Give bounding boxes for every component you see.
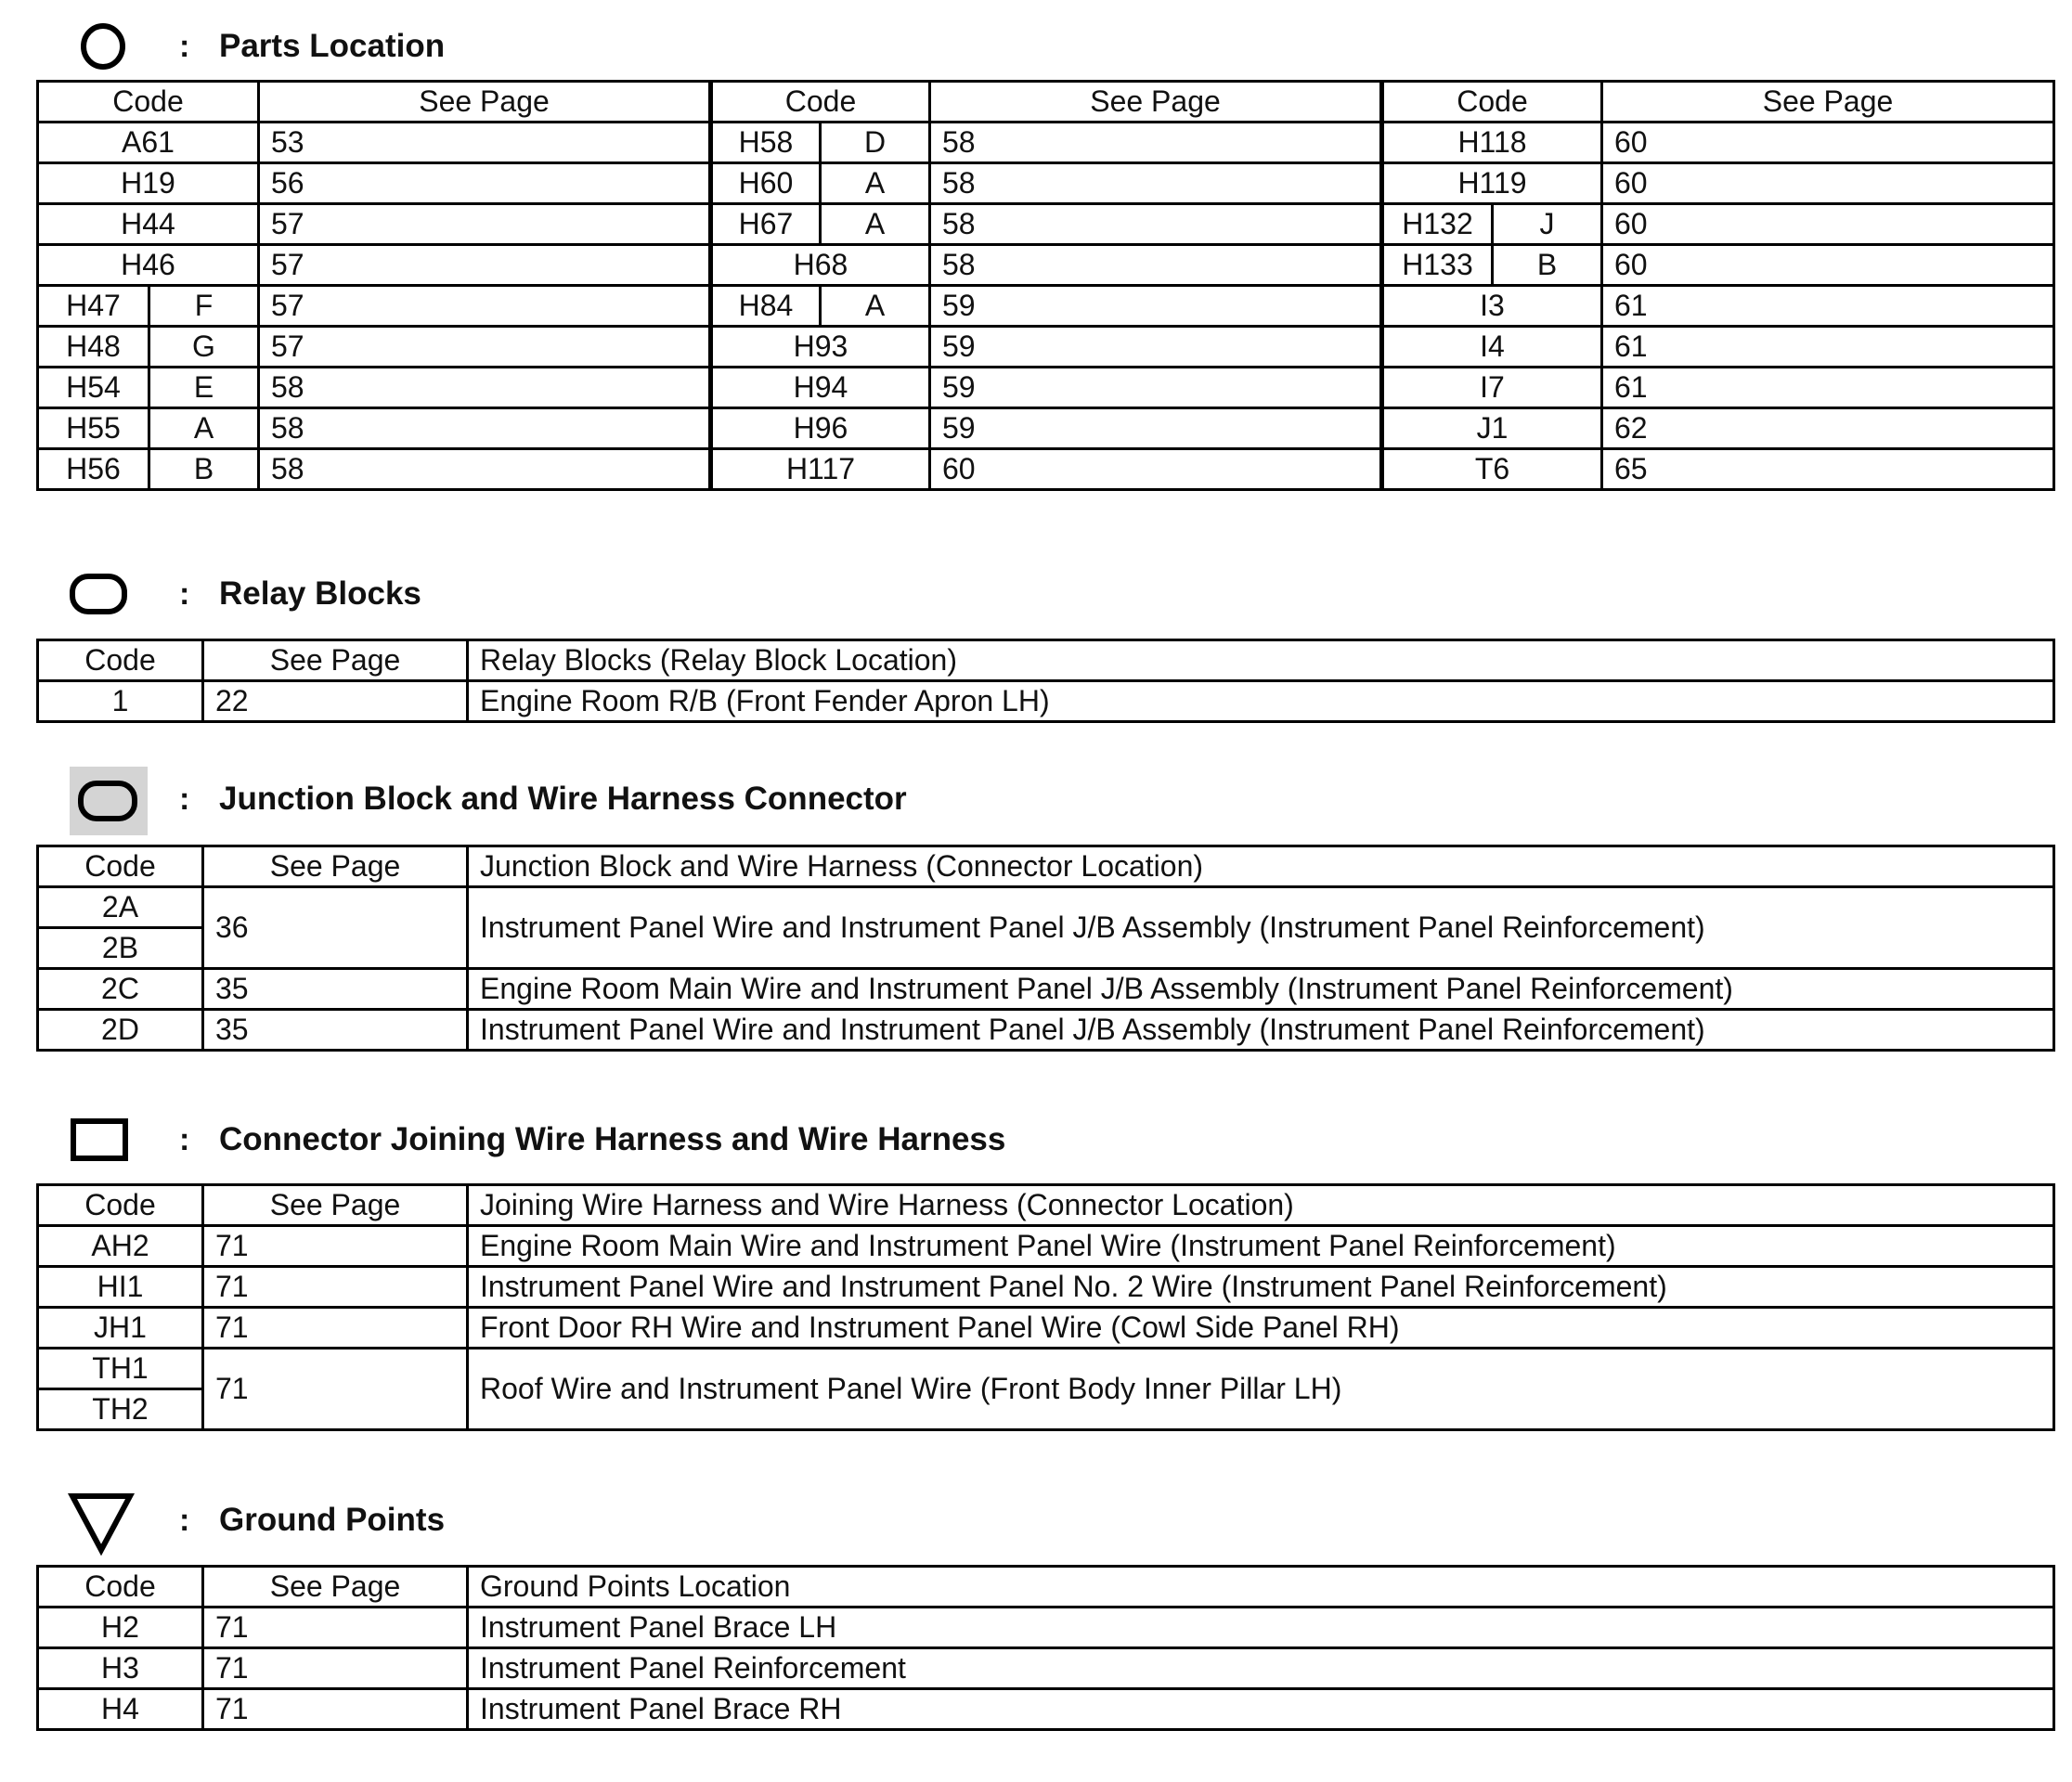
part-code: H44: [38, 204, 259, 245]
part-see-page: 58: [259, 449, 711, 490]
part-see-page: 60: [930, 449, 1382, 490]
part-see-page: 56: [259, 163, 711, 204]
row-description: Engine Room Main Wire and Instrument Panel Wire (Instrument Panel Reinforcement): [468, 1226, 2054, 1267]
section-title: Relay Blocks: [219, 575, 421, 612]
part-code: I4: [1382, 327, 1602, 368]
part-letter: A: [821, 204, 930, 245]
connector-joining-header: [0, 1107, 2072, 1172]
header-code: Code: [38, 640, 203, 681]
rounded-rect-icon: [67, 562, 132, 626]
part-letter: F: [149, 286, 259, 327]
connector-joining-table: [36, 1183, 2055, 1431]
row-see-page: 71: [203, 1608, 468, 1648]
section-title: Connector Joining Wire Harness and Wire Harness: [219, 1121, 1006, 1157]
table-header-row: [38, 846, 2054, 887]
junction-block-table: [36, 845, 2055, 1052]
table-row: [38, 1226, 2054, 1267]
table-row: [38, 1010, 2054, 1051]
part-see-page: 61: [1602, 286, 2054, 327]
table-row: [38, 1648, 2054, 1689]
section-colon: :: [179, 1503, 190, 1538]
part-code: J1: [1382, 408, 1602, 449]
part-see-page: 60: [1602, 204, 2054, 245]
triangle-icon: [67, 1488, 141, 1556]
part-code: H58: [711, 123, 821, 163]
part-letter: J: [1493, 204, 1602, 245]
ground-points-table: [36, 1565, 2055, 1731]
part-see-page: 61: [1602, 368, 2054, 408]
part-code: H94: [711, 368, 930, 408]
row-code: H3: [38, 1648, 203, 1689]
part-code: H54: [38, 368, 149, 408]
row-description: Instrument Panel Wire and Instrument Panel J/B Assembly (Instrument Panel Reinforcement): [468, 887, 2054, 969]
part-code: H96: [711, 408, 930, 449]
junction-block-header: [0, 767, 2072, 832]
header-see-page: See Page: [1602, 82, 2054, 123]
table-row: [38, 1349, 2054, 1389]
row-code: 2D: [38, 1010, 203, 1051]
relay-blocks-table: [36, 639, 2055, 723]
part-see-page: 62: [1602, 408, 2054, 449]
section-colon: :: [179, 781, 190, 817]
header-see-page: See Page: [930, 82, 1382, 123]
part-letter: D: [821, 123, 930, 163]
row-code: TH1: [38, 1349, 203, 1389]
header-description: Junction Block and Wire Harness (Connector Location): [468, 846, 2054, 887]
header-code: Code: [38, 1185, 203, 1226]
table-row: [38, 969, 2054, 1010]
header-see-page: See Page: [203, 1185, 468, 1226]
section-title: Parts Location: [219, 28, 446, 64]
part-see-page: 61: [1602, 327, 2054, 368]
part-see-page: 58: [259, 368, 711, 408]
row-code: HI1: [38, 1267, 203, 1308]
part-see-page: 57: [259, 204, 711, 245]
row-code: 2A: [38, 887, 203, 928]
section-colon: :: [179, 1122, 190, 1157]
row-see-page: 35: [203, 969, 468, 1010]
part-code: H19: [38, 163, 259, 204]
part-code: H119: [1382, 163, 1602, 204]
table-row: [38, 368, 2054, 408]
table-row: [38, 887, 2054, 928]
table-header-row: [38, 1567, 2054, 1608]
header-code: Code: [1382, 82, 1602, 123]
part-see-page: 59: [930, 286, 1382, 327]
row-code: H4: [38, 1689, 203, 1730]
row-description: Engine Room Main Wire and Instrument Panel J/B Assembly (Instrument Panel Reinforcement): [468, 969, 2054, 1010]
part-letter: A: [149, 408, 259, 449]
header-code: Code: [38, 846, 203, 887]
part-letter: B: [1493, 245, 1602, 286]
part-code: H68: [711, 245, 930, 286]
part-code: T6: [1382, 449, 1602, 490]
header-code: Code: [38, 82, 259, 123]
table-header-row: [38, 82, 2054, 123]
part-letter: E: [149, 368, 259, 408]
table-row: [38, 1267, 2054, 1308]
table-header-row: [38, 640, 2054, 681]
row-code: AH2: [38, 1226, 203, 1267]
shaded-rounded-rect-icon: [70, 767, 148, 835]
section-colon: :: [179, 29, 190, 64]
row-code: 1: [38, 681, 203, 722]
part-code: H93: [711, 327, 930, 368]
row-see-page: 71: [203, 1308, 468, 1349]
part-see-page: 53: [259, 123, 711, 163]
table-row: [38, 204, 2054, 245]
part-letter: A: [821, 163, 930, 204]
row-see-page: 71: [203, 1689, 468, 1730]
part-see-page: 59: [930, 327, 1382, 368]
part-code: H56: [38, 449, 149, 490]
part-letter: B: [149, 449, 259, 490]
row-code: TH2: [38, 1389, 203, 1430]
rectangle-icon: [67, 1107, 132, 1172]
table-header-row: [38, 1185, 2054, 1226]
part-see-page: 58: [930, 163, 1382, 204]
table-row: [38, 327, 2054, 368]
header-code: Code: [711, 82, 930, 123]
header-description: Relay Blocks (Relay Block Location): [468, 640, 2054, 681]
header-see-page: See Page: [259, 82, 711, 123]
part-code: H117: [711, 449, 930, 490]
row-description: Front Door RH Wire and Instrument Panel Wire (Cowl Side Panel RH): [468, 1308, 2054, 1349]
part-code: H60: [711, 163, 821, 204]
header-see-page: See Page: [203, 1567, 468, 1608]
table-row: [38, 245, 2054, 286]
circle-icon: [75, 14, 131, 79]
header-see-page: See Page: [203, 640, 468, 681]
part-code: H132: [1382, 204, 1493, 245]
part-code: H67: [711, 204, 821, 245]
part-see-page: 58: [930, 123, 1382, 163]
table-row: [38, 123, 2054, 163]
part-code: A61: [38, 123, 259, 163]
section-title: Junction Block and Wire Harness Connector: [219, 781, 907, 817]
row-description: Roof Wire and Instrument Panel Wire (Front Body Inner Pillar LH): [468, 1349, 2054, 1430]
table-row: [38, 163, 2054, 204]
part-see-page: 60: [1602, 163, 2054, 204]
part-code: H133: [1382, 245, 1493, 286]
part-code: I7: [1382, 368, 1602, 408]
parts-location-table: [36, 80, 2055, 491]
table-row: [38, 449, 2054, 490]
row-description: Engine Room R/B (Front Fender Apron LH): [468, 681, 2054, 722]
part-code: I3: [1382, 286, 1602, 327]
table-row: [38, 681, 2054, 722]
section-title: Ground Points: [219, 1502, 446, 1538]
row-description: Instrument Panel Brace LH: [468, 1608, 2054, 1648]
part-see-page: 57: [259, 327, 711, 368]
row-see-page: 22: [203, 681, 468, 722]
row-see-page: 71: [203, 1648, 468, 1689]
part-code: H84: [711, 286, 821, 327]
part-see-page: 58: [930, 245, 1382, 286]
part-code: H55: [38, 408, 149, 449]
part-see-page: 60: [1602, 245, 2054, 286]
part-code: H118: [1382, 123, 1602, 163]
part-code: H47: [38, 286, 149, 327]
row-description: Instrument Panel Reinforcement: [468, 1648, 2054, 1689]
row-description: Instrument Panel Wire and Instrument Panel No. 2 Wire (Instrument Panel Reinforcement): [468, 1267, 2054, 1308]
table-row: [38, 408, 2054, 449]
row-see-page: 36: [203, 887, 468, 969]
relay-blocks-header: [0, 562, 2072, 626]
table-row: [38, 286, 2054, 327]
ground-points-header: [0, 1488, 2072, 1553]
table-row: [38, 1608, 2054, 1648]
part-letter: G: [149, 327, 259, 368]
part-code: H48: [38, 327, 149, 368]
row-see-page: 71: [203, 1267, 468, 1308]
row-description: Instrument Panel Brace RH: [468, 1689, 2054, 1730]
parts-location-header: [0, 14, 2072, 79]
header-description: Joining Wire Harness and Wire Harness (Connector Location): [468, 1185, 2054, 1226]
header-code: Code: [38, 1567, 203, 1608]
part-see-page: 59: [930, 368, 1382, 408]
part-see-page: 57: [259, 286, 711, 327]
part-see-page: 58: [930, 204, 1382, 245]
row-see-page: 71: [203, 1349, 468, 1430]
row-see-page: 35: [203, 1010, 468, 1051]
part-see-page: 57: [259, 245, 711, 286]
part-code: H46: [38, 245, 259, 286]
part-see-page: 60: [1602, 123, 2054, 163]
row-code: JH1: [38, 1308, 203, 1349]
part-see-page: 65: [1602, 449, 2054, 490]
part-see-page: 58: [259, 408, 711, 449]
part-see-page: 59: [930, 408, 1382, 449]
row-code: 2C: [38, 969, 203, 1010]
row-description: Instrument Panel Wire and Instrument Panel J/B Assembly (Instrument Panel Reinforcement): [468, 1010, 2054, 1051]
row-code: 2B: [38, 928, 203, 969]
header-see-page: See Page: [203, 846, 468, 887]
header-description: Ground Points Location: [468, 1567, 2054, 1608]
table-row: [38, 1308, 2054, 1349]
row-see-page: 71: [203, 1226, 468, 1267]
row-code: H2: [38, 1608, 203, 1648]
table-row: [38, 1689, 2054, 1730]
section-colon: :: [179, 576, 190, 612]
part-letter: A: [821, 286, 930, 327]
